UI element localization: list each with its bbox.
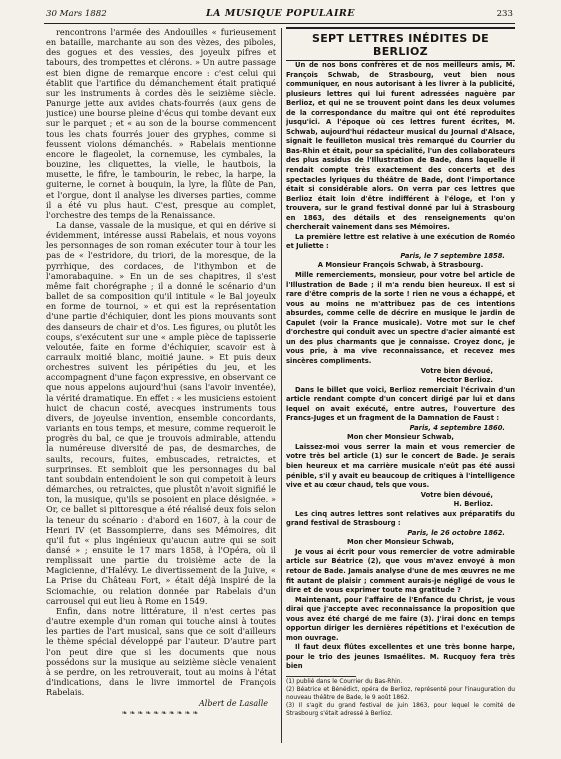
letter-signature: Hector Berlioz. bbox=[436, 376, 493, 385]
right-column bbox=[286, 27, 515, 749]
letter-body: Mille remerciements, monsieur, pour votre bel article de l'Illustration de Bade ; il m'a rendu bien heureux. Il est si rare d'être compris de la sorte ! rien ne vous a échappé, et vous au moins ne m'attribuez pas de ces intentions absurdes, comme celle de décrire en musique le jardin de Capulet (voir la France musicale). Votre mot sur le chef d'orchestre qui conduit avec un spectre d'acier aimanté est un des plus charmants que je connaisse. Croyez donc, je vous prie, à ma vive reconnaissance, et recevez mes sincères compliments. bbox=[286, 271, 515, 365]
interlude-paragraph: Les cinq autres lettres sont relatives aux préparatifs du grand festival de Strasbourg : bbox=[286, 509, 515, 528]
letter-body: Laissez-moi vous serrer la main et vous remercier de votre très bel article (1) sur le concert de Bade. Je serais bien heureux et ma carrière musicale n'eût pas été aussi pénible, s'il y avait eu beaucoup de critiques à l'intelligence vive et au cœur chaud, tels que vous. bbox=[286, 442, 515, 490]
article-author: Albert de Lasalle bbox=[199, 699, 268, 709]
left-paragraph: Enfin, dans notre littérature, il n'est certes pas d'autre exemple d'un roman qui touche ainsi à toutes les parties de l'art musical, sans que ce soit d'ailleurs le thème spécial développé par l'auteur. D'autre part l'on peut dire que si les documents que nous possédons sur la musique au seizième siècle venaient à se perdre, on les retrouverait, tout au moins à l'état d'indications, dans le livre immortel de François Rabelais. bbox=[46, 605, 276, 698]
left-paragraph: rencontrons l'armée des Andouilles « furieusement en bataille, marchante au son des vèzes, des piboles, des gogues et des vessies, des joyeulx pifres et tabours, des trompettes et clérons. » Un autre passage est bien digne de remarque encore : c'est celui qui établit que l'artifice du démanchement était pratiqué sur les instruments à cordes dès le seizième siècle. Panurge jette aux avides chats-fourrés (aux gens de justice) une bourse pleine d'écus qui tombe devant eux sur le parquet ; et « au son de la bourse commencent tous les chats fourrés jouer des gryphes, comme si feussent violons démanchés. » Rabelais mentionne encore le flageolet, la cornemuse, les cymbales, la bouzine, les cliquettes, la vielle, le hautbois, la musette, le fifre, le tambourin, le rebec, la harpe, la guiterne, le cornet à bouquin, la lyre, la flûte de Pan, et l'orgue, dont il analyse les diverses parties, comme il a été vu plus haut. C'est, presque au complet, l'orchestre des temps de la Renaissance. bbox=[46, 27, 276, 220]
letter-date: Paris, le 7 septembre 1858. bbox=[400, 251, 505, 260]
page-header bbox=[0, 8, 561, 22]
article-title: SEPT LETTRES INÉDITES DE BERLIOZ bbox=[286, 27, 515, 61]
intro-paragraph: Un de nos bons confrères et de nos meilleurs amis, M. François Schwab, de Strasbourg, veut bien nous communiquer, en nous autorisant à les livrer à la publicité, plusieurs lettres qui lui furent adressées naguère par Berlioz, et qui ne se trouvent point dans les deux volumes de la correspondance du maître qui ont été reproduites jusqu'ici. A l'époque où ces lettres furent écrites, M. Schwab, aujourd'hui rédacteur musical du Journal d'Alsace, signait le feuilleton musical très remarqué du Courrier du Bas-Rhin et était, pour sa spécialité, l'un des collaborateurs des plus assidus de l'Illustration de Bade, dans laquelle il rendait compte très exactement des concerts et des spectacles lyriques du théâtre de Bade, dont l'importance était si considérable alors. On verra par ces lettres que Berlioz était loin d'être indifférent à l'éloge, et l'on y trouvera, sur le grand festival donné par lui à Strasbourg en 1863, des détails et des renseignements qu'on chercherait vainement dans ses Mémoires. bbox=[286, 61, 515, 232]
interlude-paragraph: Dans le billet que voici, Berlioz remerciait l'écrivain d'un article rendant compte d'un concert dirigé par lui et dans lequel on avait exécuté, entre autres, l'ouverture des Francs-Juges et un fragment de la Damnation de Faust : bbox=[286, 385, 515, 423]
letter-addressee: Mon cher Monsieur Schwab, bbox=[347, 433, 454, 442]
letter-body: Je vous ai écrit pour vous remercier de votre admirable article sur Béatrice (2), que vous m'avez envoyé à mon retour de Bade. Jamais analyse d'une de mes œuvres ne me fit autant de plaisir ; comment aurais-je négligé de vous le dire et de vous exprimer toute ma gratitude ? bbox=[286, 547, 515, 595]
letter-date: Paris, le 26 octobre 1862. bbox=[407, 528, 505, 537]
letter-closing: Votre bien dévoué, bbox=[420, 366, 493, 375]
footnote: (1) publié dans le Courrier du Bas-Rhin. bbox=[286, 679, 403, 685]
header-rule bbox=[44, 23, 515, 24]
issue-date: 30 Mars 1882 bbox=[46, 9, 107, 19]
page-number: 233 bbox=[496, 9, 513, 19]
ornament-divider: ❧❧❧❧❧❧❧❧❧❧ bbox=[121, 709, 201, 718]
letter-body: Maintenant, pour l'affaire de l'Enfance du Christ, je vous dirai que j'accepte avec reconnaissance la proposition que vous avez été chargé de me faire (3). J'irai donc en temps opportun diriger les dernières répétitions et l'exécution de mon ouvrage. bbox=[286, 595, 515, 642]
letter-date: Paris, 4 septembre 1860. bbox=[409, 423, 505, 432]
footnote: (3) Il s'agit du grand festival de juin 1863, pour lequel le comité de Strasbourg s'était adressé à Berlioz. bbox=[286, 702, 515, 717]
intro-paragraph: La première lettre est relative à une exécution de Roméo et Juliette : bbox=[286, 232, 515, 251]
column-divider bbox=[281, 28, 282, 743]
footnote-rule bbox=[286, 676, 356, 677]
letter-body: Il faut deux flûtes excellentes et une très bonne harpe, pour le trio des jeunes Ismaélites. M. Rucquoy fera très bien bbox=[286, 643, 515, 671]
letter-closing: Votre bien dévoué, bbox=[420, 490, 493, 499]
left-column bbox=[46, 27, 276, 745]
journal-title: LA MUSIQUE POPULAIRE bbox=[205, 8, 356, 19]
left-paragraph: La danse, vassale de la musique, et qui en dérive si évidemment, intéresse aussi Rabelais, et nous voyons les personnages de son roman exécuter tour à tour les pas de « l'estridore, du triori, de la moresque, de la pyrrhique, des cordaces, de l'ithymbon et de l'amorabaquine. » En un de ses chapitres, il s'est même fait chorégraphe ; il a donné le scénario d'un ballet de sa composition qu'il intitule « le Bal joyeulx en forme de tournoi, » et qui est la représentation d'une partie d'échiquier, dont les pions mouvants sont des danseurs de chair et d'os. Les figures, ou plutôt les coups, s'exécutent sur une « ample pièce de tapisserie veloutée, faite en forme d'échiquier, scavoir est à carraulx moitié blanc, moitié jaune. » Et puis deux orchestres suivent les péripéties du jeu, et les accompagnent d'une façon expressive, en observant ce que nous appelons aujourd'hui (sans l'avoir inventée), la vérité dramatique. En effet : « les musiciens estoient huict de chacun costé, avecques instruments tous divers, de joyeulse invention, ensemble concordants, variants en tous temps, et mesure, comme requeroit le progrès du bal, ce que je trouvois admirable, attendu la numéreuse diversité de pas, de desmarches, de saults, recours, fuites, embuscades, retraictes, et surprinses. Et sembloit que les personnages du bal tant soubdain entendoient le son qui competoit à leurs démarches, ou retraictes, que plustôt n'avoit signifié le ton, la musique, qu'ils se posoient en place désignée. » Or, ce ballet si pittoresque a été réalisé deux fois selon la teneur du scénario : d'abord en 1607, à la cour de Henri IV (et Bassompierre, dans ses Mémoires, dit qu'il fut « plus ingénieux qu'aucun autre qui se soit dansé » ; ensuite le 17 mars 1858, à l'Opéra, où il remplissait une partie du troisième acte de la Magicienne, d'Halévy. Le divertissement de la Juive, « La Prise du Château Fort, » était déjà inspiré de la Sciomachie, ou relation donnée par Rabelais d'un carrousel qui eut lieu à Rome en 1549. bbox=[46, 219, 276, 606]
letter-addressee: Mon cher Monsieur Schwab, bbox=[347, 538, 454, 547]
letter-addressee: A Monsieur François Schwab, à Strasbourg. bbox=[317, 261, 484, 270]
letter-signature: H. Berlioz. bbox=[453, 500, 493, 509]
footnote: (2) Béatrice et Bénédict, opéra de Berlioz, représenté pour l'inauguration du nouveau théâtre de Bade, le 9 août 1862. bbox=[286, 686, 515, 701]
